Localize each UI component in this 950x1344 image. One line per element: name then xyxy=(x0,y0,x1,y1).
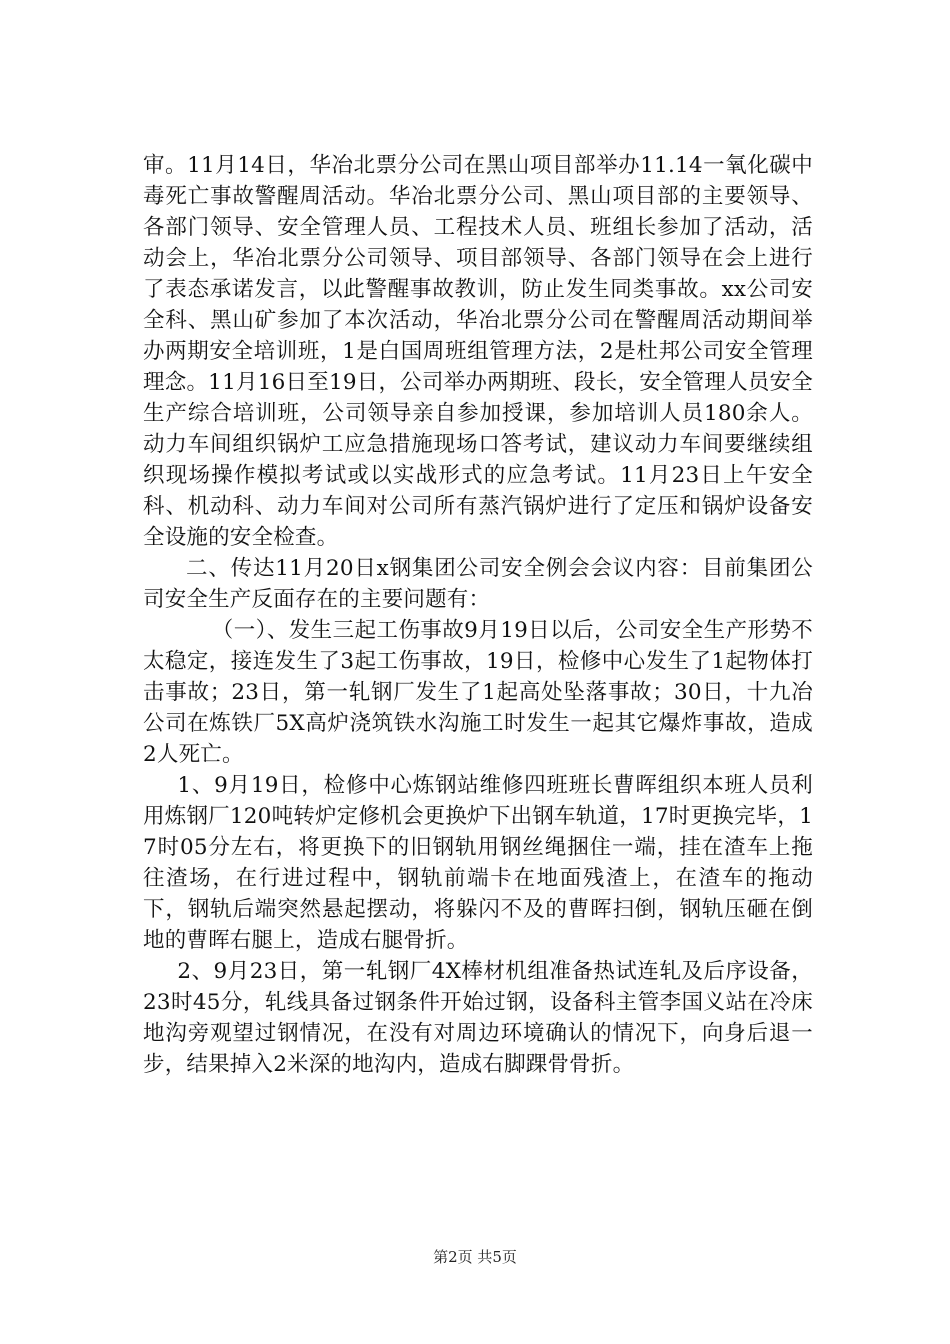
page-number-footer: 第2页 共5页 xyxy=(433,1248,517,1266)
paragraph-accident-2: 2、9月23日，第一轧钢厂4X棒材机组准备热试连轧及后序设备，23时45分，轧线具备过钢条件开始过钢，设备科主管李国义站在冷床地沟旁观望过钢情况，在没有对周边环境确认的情况下，向身后退一步，结果掉入2米深的地沟内，造成右脚踝骨骨折。 xyxy=(143,959,813,1077)
paragraph-three-accidents: （一）、发生三起工伤事故9月19日以后，公司安全生产形势不太稳定，接连发生了3起工伤事故，19日，检修中心发生了1起物体打击事故；23日，第一轧钢厂发生了1起高处坠落事故；30日，十九冶公司在炼铁厂5X高炉浇筑铁水沟施工时发生一起其它爆炸事故，造成2人死亡。 xyxy=(143,618,813,767)
paragraph-accident-1: 1、9月19日，检修中心炼钢站维修四班班长曹晖组织本班人员利用炼钢厂120吨转炉定修机会更换炉下出钢车轨道，17时更换完毕，17时05分左右，将更换下的旧钢轨用钢丝绳捆住一端，挂在渣车上拖往渣场，在行进过程中，钢轨前端卡在地面残渣上，在渣车的拖动下，钢轨后端突然悬起摆动，将躲闪不及的曹晖扫倒，钢轨压砸在倒地的曹晖右腿上，造成右腿骨折。 xyxy=(143,773,813,953)
paragraph-safety-activities: 审。11月14日，华冶北票分公司在黑山项目部举办11.14一氧化碳中毒死亡事故警醒周活动。华冶北票分公司、黑山项目部的主要领导、各部门领导、安全管理人员、工程技术人员、班组长参加了活动，活动会上，华冶北票分公司领导、项目部领导、各部门领导在会上进行了表态承诺发言，以此警醒事故教训，防止发生同类事故。xx公司安全科、黑山矿参加了本次活动，华冶北票分公司在警醒周活动期间举办两期安全培训班，1是白国周班组管理方法，2是杜邦公司安全管理理念。11月16日至19日，公司举办两期班、段长，安全管理人员安全生产综合培训班，公司领导亲自参加授课，参加培训人员180余人。动力车间组织锅炉工应急措施现场口答考试，建议动力车间要继续组织现场操作模拟考试或以实战形式的应急考试。11月23日上午安全科、机动科、动力车间对公司所有蒸汽锅炉进行了定压和锅炉设备安全设施的安全检查。 xyxy=(143,153,813,550)
paragraph-meeting-summary: 二、传达11月20日x钢集团公司安全例会会议内容：目前集团公司安全生产反面存在的主要问题有： xyxy=(143,556,813,612)
document-body xyxy=(143,150,813,1080)
